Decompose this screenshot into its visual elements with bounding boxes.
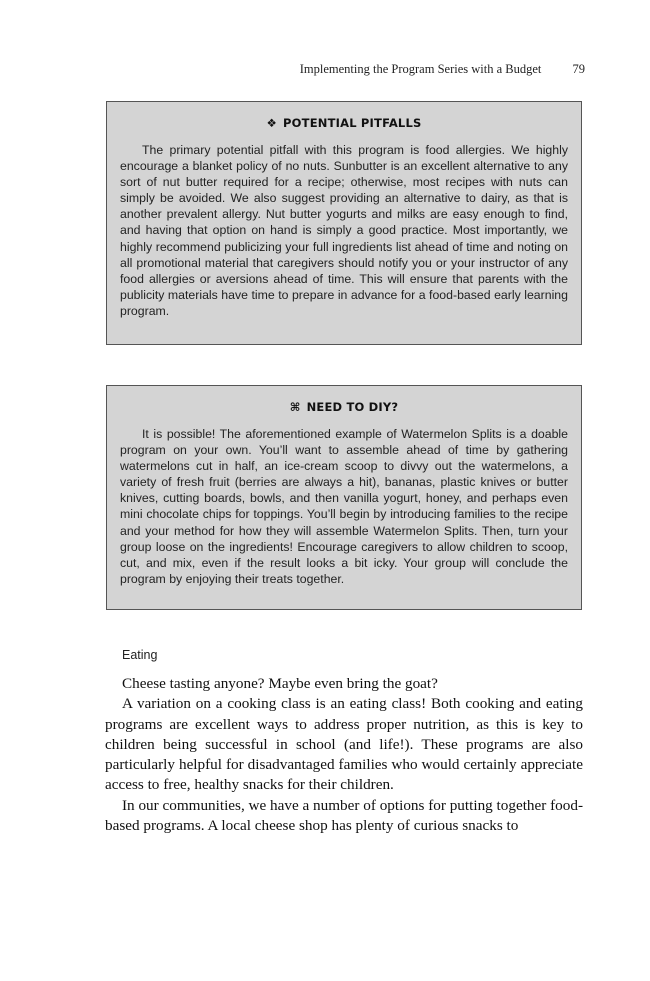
diy-title-text: NEED TO DIY? [306,400,399,414]
diy-box-body: It is possible! The aforementioned example of Watermelon Splits is a doable program on your own. You’ll want to assemble ahead of time by gathering watermelons cut in half, an ice-cream scoop to divvy out the watermelons, a variety of fresh fruit (berries are always a hit), bananas, plastic knives or butter knives, cutting boards, bowls, and then vanilla yogurt, honey, and perhaps even mini chocolate chips for toppings. You’ll begin by introducing families to the recipe and your method for how they will assemble Watermelon Splits. Then, turn your group loose on the ingredients! Encourage caregivers to allow children to scoop, cut, and mix, even if the result looks a bit icky. Your group will conclude the program by enjoying their treats together. [120,427,568,586]
diamond-ornament-icon: ❖ [266,116,278,130]
running-header [105,62,585,77]
pitfalls-box-title [120,116,568,130]
need-to-diy-box [106,385,582,610]
page-number: 79 [572,62,585,76]
command-key-icon: ⌘ [289,400,301,414]
body-paragraph: In our communities, we have a number of options for putting together food-based programs. A local cheese shop has plenty of curious snacks to [105,796,584,835]
body-paragraph: A variation on a cooking class is an eating class! Both cooking and eating programs are excellent ways to address proper nutrition, as this is key to children being successful in school (and life!). These programs are also particularly helpful for disadvantaged families who would certainly appreciate access to free, healthy snacks for their children. [105,695,583,794]
running-title: Implementing the Program Series with a Budget [299,62,542,76]
pitfalls-title-text: POTENTIAL PITFALLS [283,116,422,130]
pitfalls-box-body: The primary potential pitfall with this program is food allergies. We highly encourage a blanket policy of no nuts. Sunbutter is an excellent alternative to any sort of nut butter required for a recipe; otherwise, most recipes with nuts can simply be avoided. We also suggest providing an alternative to dairy, as that is another prevalent allergy. Nut butter yogurts and milks are easy enough to find, and having that option on hand is simply a good practice. Most importantly, we highly recommend publicizing your full ingredients list ahead of time and noting on all promotional material that caregivers should notify you or your instructor of any food allergies or aversions ahead of time. This will ensure that parents with the publicity materials have time to prepare in advance for a food-based early learning program. [120,143,568,318]
body-text [105,674,583,836]
potential-pitfalls-box [106,101,582,345]
section-heading: Eating [122,648,158,662]
body-paragraph: Cheese tasting anyone? Maybe even bring the goat? [122,675,438,692]
diy-box-title [120,400,568,414]
